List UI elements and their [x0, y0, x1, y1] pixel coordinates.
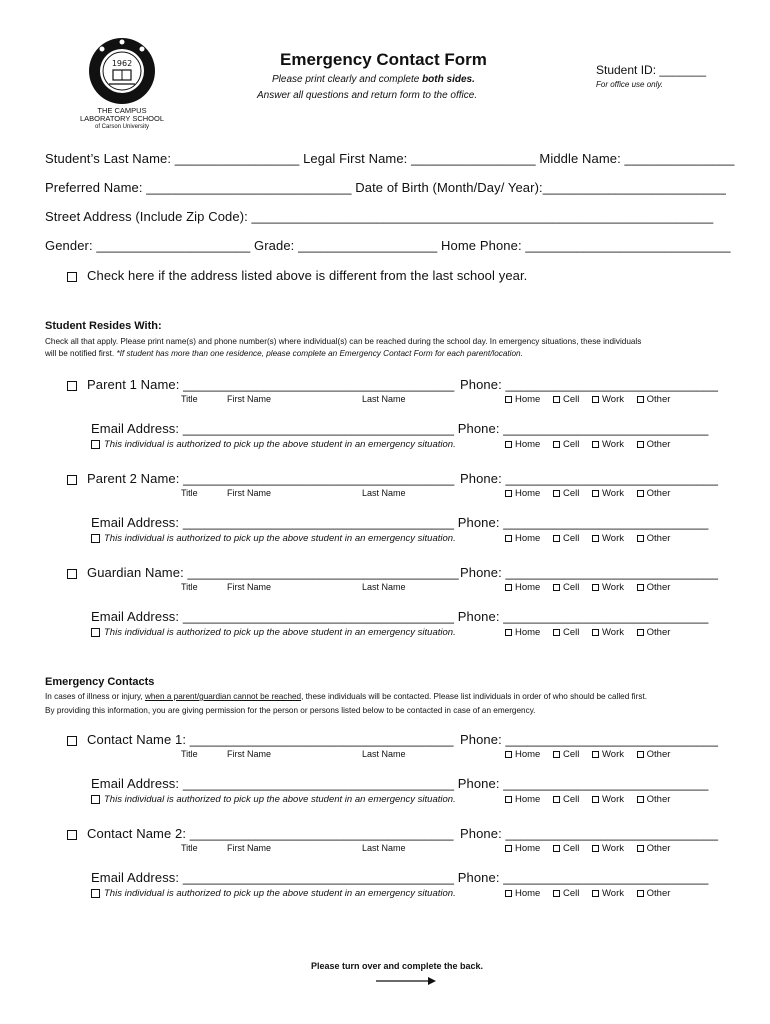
phone-type-options[interactable]: [505, 533, 680, 544]
form-subtitle-1: Please print clearly and complete both sides.: [272, 74, 475, 85]
phone-type-options[interactable]: [505, 888, 680, 899]
guardian-authorized-check[interactable]: This individual is authorized to pick up the above student in an emergency situation.: [91, 627, 456, 638]
preferred-dob-row[interactable]: Preferred Name: ____________________________ Date of Birth (Month/Day/ Year):_________________________: [45, 180, 726, 195]
phone-type-options[interactable]: [505, 439, 680, 450]
guardian-email-row[interactable]: Email Address: _____________________________________ Phone: ____________________________: [91, 609, 709, 624]
phone-type-options[interactable]: [505, 627, 680, 638]
phone-type-options[interactable]: [505, 488, 680, 499]
title-label: Title: [181, 394, 198, 404]
option-work[interactable]: Work: [592, 843, 624, 854]
contact-2-phone-field[interactable]: Phone: _____________________________: [460, 826, 719, 841]
option-other[interactable]: Other: [637, 488, 671, 499]
title-label: Title: [181, 582, 198, 592]
turn-over-note: Please turn over and complete the back.: [311, 961, 484, 971]
phone-type-options[interactable]: [505, 843, 680, 854]
option-other[interactable]: Other: [637, 582, 671, 593]
checkbox-icon[interactable]: [67, 475, 77, 485]
option-work[interactable]: Work: [592, 582, 624, 593]
option-other[interactable]: Other: [637, 439, 671, 450]
parent-2-phone-field[interactable]: Phone: _____________________________: [460, 471, 719, 486]
option-cell[interactable]: Cell: [553, 439, 579, 450]
emergency-instructions-2: By providing this information, you are giving permission for the person or persons listed below to be contacted in case of an emergency.: [45, 706, 536, 715]
option-cell[interactable]: Cell: [553, 394, 579, 405]
resides-instructions-1: Check all that apply. Please print name(s) and phone number(s) where individual(s) can be reached during the school day. In emergency situations, these individuals: [45, 337, 642, 346]
option-work[interactable]: Work: [592, 888, 624, 899]
guardian-name-row[interactable]: Guardian Name: _____________________________________: [67, 565, 459, 580]
last-name-label: Last Name: [362, 394, 406, 404]
school-seal-icon: [87, 36, 157, 106]
checkbox-icon[interactable]: [67, 569, 77, 579]
option-cell[interactable]: Cell: [553, 533, 579, 544]
address-changed-check[interactable]: Check here if the address listed above is different from the last school year.: [67, 268, 527, 283]
option-home[interactable]: Home: [505, 627, 540, 638]
parent-2-name-row[interactable]: Parent 2 Name: _____________________________________: [67, 471, 454, 486]
phone-type-options[interactable]: [505, 394, 680, 405]
contact-1-email-row[interactable]: Email Address: _____________________________________ Phone: ____________________________: [91, 776, 709, 791]
option-home[interactable]: Home: [505, 749, 540, 760]
option-work[interactable]: Work: [592, 749, 624, 760]
option-other[interactable]: Other: [637, 533, 671, 544]
option-home[interactable]: Home: [505, 843, 540, 854]
form-subtitle-2: Answer all questions and return form to the office.: [257, 90, 478, 101]
checkbox-icon[interactable]: [67, 272, 77, 282]
parent-2-authorized-check[interactable]: This individual is authorized to pick up the above student in an emergency situation.: [91, 533, 456, 544]
contact-2-authorized-check[interactable]: This individual is authorized to pick up the above student in an emergency situation.: [91, 888, 456, 899]
parent-1-authorized-check[interactable]: This individual is authorized to pick up the above student in an emergency situation.: [91, 439, 456, 450]
office-use-note: For office use only.: [596, 80, 663, 89]
emergency-heading: Emergency Contacts: [45, 676, 155, 688]
option-other[interactable]: Other: [637, 794, 671, 805]
option-home[interactable]: Home: [505, 439, 540, 450]
emergency-instructions-1: In cases of illness or injury, when a parent/guardian cannot be reached, these individuals will be contacted. Please list individuals in order of who should be called first.: [45, 692, 647, 701]
title-label: Title: [181, 488, 198, 498]
contact-1-phone-field[interactable]: Phone: _____________________________: [460, 732, 719, 747]
option-cell[interactable]: Cell: [553, 488, 579, 499]
option-other[interactable]: Other: [637, 749, 671, 760]
checkbox-icon[interactable]: [67, 830, 77, 840]
option-cell[interactable]: Cell: [553, 794, 579, 805]
last-name-label: Last Name: [362, 488, 406, 498]
street-address-row[interactable]: Street Address (Include Zip Code): _______________________________________________________________: [45, 209, 714, 224]
first-name-label: First Name: [227, 843, 272, 853]
parent-1-phone-field[interactable]: Phone: _____________________________: [460, 377, 719, 392]
phone-type-options[interactable]: [505, 749, 680, 760]
option-work[interactable]: Work: [592, 627, 624, 638]
checkbox-icon[interactable]: [67, 736, 77, 746]
option-home[interactable]: Home: [505, 794, 540, 805]
arrow-right-icon: [376, 976, 436, 986]
school-logo: [76, 36, 168, 131]
option-other[interactable]: Other: [637, 627, 671, 638]
option-work[interactable]: Work: [592, 394, 624, 405]
option-cell[interactable]: Cell: [553, 627, 579, 638]
title-label: Title: [181, 749, 198, 759]
option-other[interactable]: Other: [637, 394, 671, 405]
option-work[interactable]: Work: [592, 533, 624, 544]
guardian-phone-field[interactable]: Phone: _____________________________: [460, 565, 719, 580]
student-name-row[interactable]: Student’s Last Name: _________________ Legal First Name: _________________ Middle Name: _______________: [45, 151, 735, 166]
parent-2-email-row[interactable]: Email Address: _____________________________________ Phone: ____________________________: [91, 515, 709, 530]
logo-line-2: LABORATORY SCHOOL: [79, 114, 165, 123]
resides-instructions-2: will be notified first. *If student has more than one residence, please complete an Emergency Contact Form for each parent/location.: [45, 349, 523, 358]
last-name-label: Last Name: [362, 749, 406, 759]
option-home[interactable]: Home: [505, 488, 540, 499]
contact-2-email-row[interactable]: Email Address: _____________________________________ Phone: ____________________________: [91, 870, 709, 885]
checkbox-icon[interactable]: [67, 381, 77, 391]
logo-line-1: THE CAMPUS: [97, 106, 147, 115]
last-name-label: Last Name: [362, 843, 406, 853]
option-other[interactable]: Other: [637, 888, 671, 899]
contact-2-name-row[interactable]: Contact Name 2: ____________________________________: [67, 826, 454, 841]
parent-1-email-row[interactable]: Email Address: _____________________________________ Phone: ____________________________: [91, 421, 709, 436]
title-label: Title: [181, 843, 198, 853]
option-home[interactable]: Home: [505, 888, 540, 899]
option-cell[interactable]: Cell: [553, 582, 579, 593]
svg-text:1962: 1962: [111, 59, 133, 68]
form-title: Emergency Contact Form: [280, 50, 487, 69]
option-work[interactable]: Work: [592, 439, 624, 450]
option-cell[interactable]: Cell: [553, 888, 579, 899]
first-name-label: First Name: [227, 394, 272, 404]
option-home[interactable]: Home: [505, 582, 540, 593]
contact-1-name-row[interactable]: Contact Name 1: ____________________________________: [67, 732, 454, 747]
option-cell[interactable]: Cell: [553, 749, 579, 760]
first-name-label: First Name: [227, 488, 272, 498]
option-home[interactable]: Home: [505, 394, 540, 405]
contact-1-authorized-check[interactable]: This individual is authorized to pick up the above student in an emergency situation.: [91, 794, 456, 805]
option-cell[interactable]: Cell: [553, 843, 579, 854]
first-name-label: First Name: [227, 582, 272, 592]
resides-heading: Student Resides With:: [45, 320, 162, 332]
first-name-label: First Name: [227, 749, 272, 759]
phone-type-options[interactable]: [505, 582, 680, 593]
option-home[interactable]: Home: [505, 533, 540, 544]
student-id-field[interactable]: Student ID: _______: [596, 63, 707, 77]
last-name-label: Last Name: [362, 582, 406, 592]
parent-1-name-row[interactable]: Parent 1 Name: _____________________________________: [67, 377, 454, 392]
option-other[interactable]: Other: [637, 843, 671, 854]
option-work[interactable]: Work: [592, 794, 624, 805]
gender-grade-phone-row[interactable]: Gender: _____________________ Grade: ___________________ Home Phone: ____________________________: [45, 238, 731, 253]
option-work[interactable]: Work: [592, 488, 624, 499]
logo-line-3: of Carson University: [94, 124, 150, 130]
phone-type-options[interactable]: [505, 794, 680, 805]
